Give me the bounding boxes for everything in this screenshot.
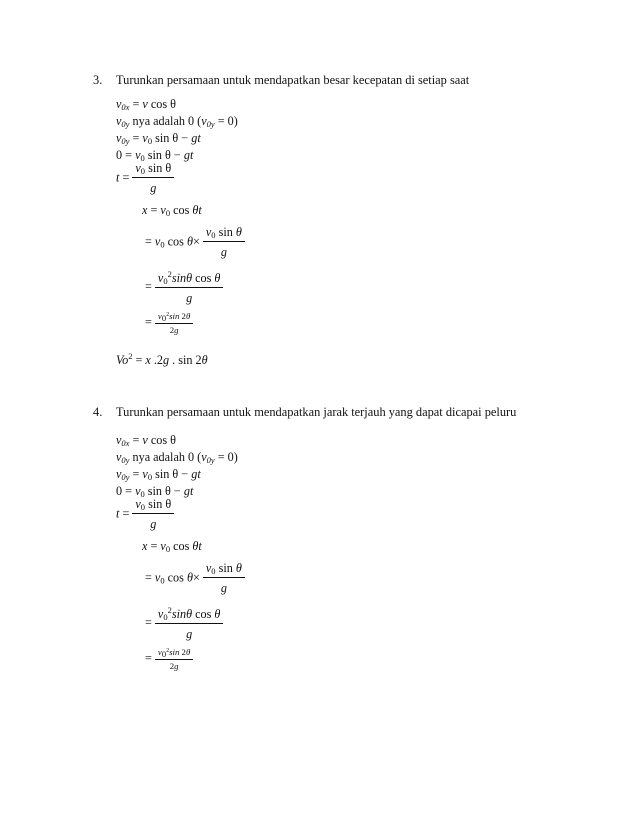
q4-eq-t: t = $\frac{v_0 \sin \theta}{g}$ [116,497,174,532]
q4-eq-x-expand: = $\frac{v_0^2\sin\theta \cos \theta}{g}$ [145,605,223,642]
q4-eq-x-sub: = $v_0$ cos θ× $\frac{v_0 \sin \theta}{g}$ [145,561,245,596]
question-4-number: 4. [93,405,103,419]
q3-eq-x-final: = $\frac{v_0^2\sin 2\theta}{2g}$ [145,311,193,335]
question-3-text: Turunkan persamaan untuk mendapatkan besar kecepatan di setiap saat [116,73,470,87]
q3-eq-x-sub: = $v_0$ cos θ× $\frac{v_0 \sin \theta}{g}$ [145,225,245,260]
q4-eq-x: $x = v_0$ cos θt [142,539,202,554]
q3-final-answer: $Vo^2 = x$ .2g . sin 2θ [116,351,208,367]
q3-note-text: nya adalah 0 [132,114,195,128]
q3-eq-zero: $0 = v_0$ sin θ − gt [116,148,194,163]
q3-eq-x-expand: = $\frac{v_0^2\sin\theta \cos \theta}{g}$ [145,269,223,306]
q3-eq-v0x: $v_{0x} = v$ cos θ [116,97,177,112]
q3-eq-v0y-zero: $v_{0y}$ nya adalah 0 $(v_{0y} = 0)$ [116,114,238,129]
q4-eq-zero: $0 = v_0$ sin θ − gt [116,484,194,499]
q3-eq-x: $x = v_0$ cos θt [142,203,202,218]
q4-eq-v0x: $v_{0x} = v$ cos θ [116,433,177,448]
q4-eq-v0y-zero: $v_{0y}$ nya adalah 0 $(v_{0y} = 0)$ [116,450,238,465]
question-4-text: Turunkan persamaan untuk mendapatkan jarak terjauh yang dapat dicapai peluru [116,405,517,419]
q4-note-text: nya adalah 0 [132,450,195,464]
q4-eq-v0y: $v_{0y} = v_0$ sin θ − gt [116,467,201,482]
q3-eq-v0y: $v_{0y} = v_0$ sin θ − gt [116,131,201,146]
q3-eq-t: t = $\frac{v_0 \sin \theta}{g}$ [116,161,174,196]
q4-eq-x-final: = $\frac{v_0^2\sin 2\theta}{2g}$ [145,647,193,671]
question-3-number: 3. [93,73,103,87]
